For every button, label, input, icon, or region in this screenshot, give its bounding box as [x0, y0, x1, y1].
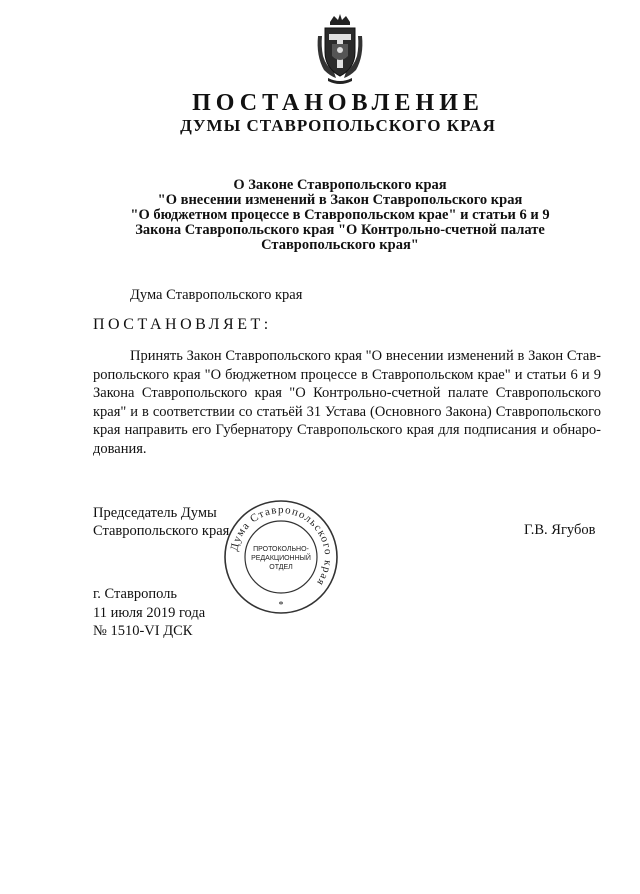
document-type-title: ПОСТАНОВЛЕНИЕ — [192, 90, 484, 116]
issue-date: 11 июля 2019 года — [93, 604, 206, 621]
subject-line: "О бюджетном процессе в Ставропольском крае" и статьи 6 и 9 — [130, 207, 550, 223]
document-subject — [100, 178, 580, 253]
document-number: № 1510-VI ДСК — [93, 623, 193, 639]
signatory-position-line: Ставропольского края — [93, 523, 230, 539]
subject-line: Закона Ставропольского края "О Контрольно-счетной палате — [135, 222, 545, 238]
resolution-line: края направить его Губернатору Ставропольского края для подписания и обнаро- — [93, 422, 601, 438]
official-stamp — [222, 498, 340, 616]
stamp-star-icon: * — [278, 600, 284, 611]
subject-line: О Законе Ставропольского края — [233, 177, 447, 193]
resolution-line: дования. — [93, 440, 147, 457]
decree-word: ПОСТАНОВЛЯЕТ: — [93, 316, 272, 333]
stamp-inner-line: ОТДЕЛ — [269, 564, 293, 571]
signatory-position-line: Председатель Думы — [93, 505, 217, 521]
subject-line: Ставропольского края" — [261, 237, 419, 253]
issuing-authority: ДУМЫ СТАВРОПОЛЬСКОГО КРАЯ — [180, 116, 496, 135]
subject-line: "О внесении изменений в Закон Ставропольского края — [157, 192, 523, 208]
preamble: Дума Ставропольского края — [130, 287, 303, 303]
resolution-line: Принять Закон Ставропольского края "О внесении изменений в Закон Став- — [130, 348, 601, 364]
resolution-line: Закона Ставропольского края "О Контрольно-счетной палате Ставропольского — [93, 385, 601, 401]
document-footer — [93, 585, 205, 641]
resolution-line: ропольского края "О бюджетном процессе в Ставропольском крае" и статьи 6 и 9 — [93, 366, 601, 383]
resolution-text — [93, 347, 601, 458]
coat-of-arms-icon — [314, 12, 366, 84]
issue-city: г. Ставрополь — [93, 586, 178, 602]
resolution-line: края" и в соответствии со статьёй 31 Устава (Основного Закона) Ставропольского — [93, 403, 601, 420]
stamp-inner-line: ПРОТОКОЛЬНО- — [253, 546, 309, 553]
stamp-inner-line: РЕДАКЦИОННЫЙ — [251, 555, 311, 562]
stamp-ring-text: Дума Ставропольского края — [228, 503, 335, 589]
signatory-name: Г.В. Ягубов — [524, 522, 596, 538]
signatory-position — [93, 504, 229, 540]
